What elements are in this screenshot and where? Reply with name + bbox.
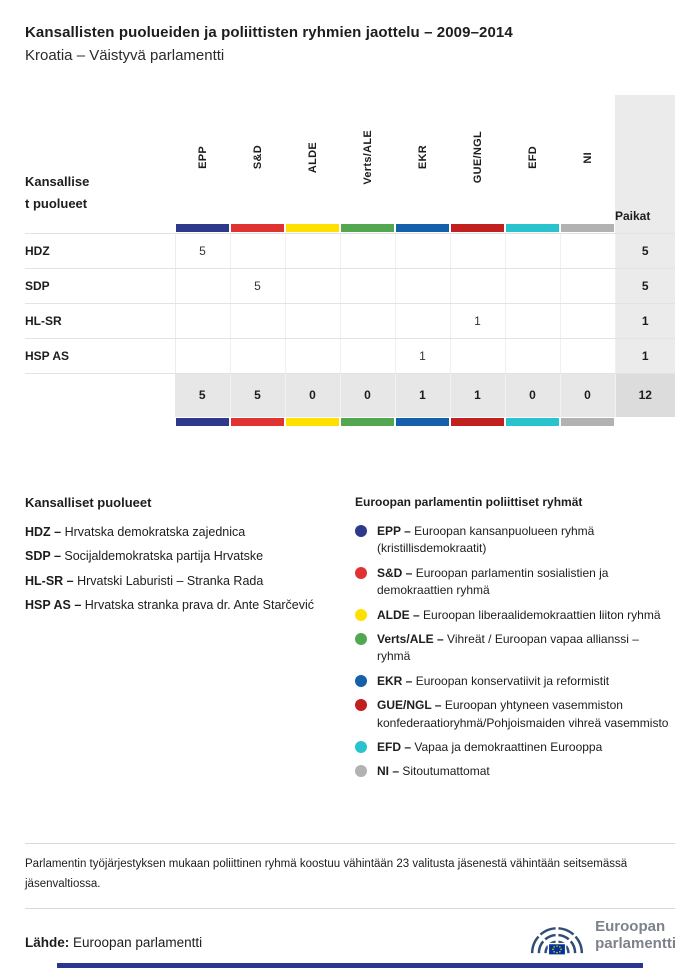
value-cell [340,303,395,338]
value-cell [395,303,450,338]
party-abbr: HSP AS – [25,597,82,612]
value-cell [340,233,395,268]
group-color-bar [506,418,559,426]
party-name-cell: HL-SR [25,303,175,338]
group-abbr: S&D – [377,565,413,580]
source-label: Lähde: [25,935,70,950]
group-full-name: Vapaa ja demokraattinen Eurooppa [414,739,603,754]
value-cell [450,233,505,268]
party-full-name: Hrvatski Laburisti – Stranka Rada [77,573,264,588]
value-cell: 5 [230,268,285,303]
value-cell: 5 [175,233,230,268]
group-full-name: Sitoutumattomat [402,764,490,779]
group-full-name: Vihreät / Euroopan vapaa allianssi – ryhmä [377,631,639,664]
legend-heading-groups: Euroopan parlamentin poliittiset ryhmät [355,495,583,509]
value-cell [285,303,340,338]
total-cell: 0 [505,373,560,417]
group-legend-item [355,739,675,756]
group-color-dot [355,741,367,753]
party-name-cell: HSP AS [25,338,175,373]
value-cell [505,233,560,268]
value-cell: 1 [395,338,450,373]
group-color-bar [231,418,284,426]
totals-row [25,373,675,417]
political-groups-legend [355,495,675,788]
value-cell [230,303,285,338]
group-legend-item [355,523,675,558]
total-cell: 0 [285,373,340,417]
group-legend-item [355,697,675,732]
spacer-cell [25,373,175,417]
group-color-bar-row [25,223,675,233]
party-name-cell: SDP [25,268,175,303]
value-cell [285,338,340,373]
party-abbr: HDZ – [25,525,62,539]
legend-heading-parties: Kansalliset puolueet [25,495,152,510]
ep-logo-line1: Euroopan [595,917,666,935]
value-cell [450,268,505,303]
group-label-alde: ALDE [306,141,319,174]
group-label-ekr: EKR [416,145,429,170]
group-abbr: ALDE – [377,607,420,622]
ep-hemicycle-icon [528,914,586,956]
value-cell [395,233,450,268]
group-abbr: GUE/NGL – [377,698,442,713]
party-abbr: HL-SR – [25,573,74,588]
group-full-name: Euroopan parlamentin sosialistien ja demokraattien ryhmä [377,565,609,598]
group-column-header [340,95,395,223]
value-cell [450,338,505,373]
value-cell [230,338,285,373]
value-cell [395,268,450,303]
group-color-bar [396,418,449,426]
party-legend-item [25,597,335,613]
row-header-label: Kansalliset puolueet [25,174,90,211]
party-legend-item [25,573,335,589]
bottom-accent-bar [57,963,643,968]
group-color-dot [355,765,367,777]
value-cell [175,338,230,373]
group-color-bar [286,418,339,426]
table-row [25,303,675,338]
party-name-cell: HDZ [25,233,175,268]
group-color-bar [176,418,229,426]
group-label-verts-ale: Verts/ALE [361,130,374,185]
group-color-bar [286,224,339,232]
group-color-bar [561,418,614,426]
group-color-bar [231,224,284,232]
group-abbr: NI – [377,764,400,779]
group-label-gue-ngl: GUE/NGL [471,131,484,184]
group-column-header [230,95,285,223]
group-color-bar [341,224,394,232]
group-column-header [395,95,450,223]
group-column-header [285,95,340,223]
value-cell: 1 [450,303,505,338]
group-color-dot [355,699,367,711]
value-cell [285,233,340,268]
total-cell: 1 [450,373,505,417]
value-cell [505,268,560,303]
value-cell [560,268,615,303]
group-legend-item [355,763,675,780]
table-row [25,268,675,303]
party-full-name: Hrvatska stranka prava dr. Ante Starčević [84,597,315,612]
spacer-cell [25,223,175,233]
table-header-row [25,95,675,223]
group-color-dot [355,675,367,687]
group-column-header [560,95,615,223]
value-cell [505,338,560,373]
seats-cell: 5 [615,233,675,268]
value-cell [340,268,395,303]
spacer-cell [615,223,675,233]
group-abbr: EKR – [377,673,413,688]
group-label-sd: S&D [251,145,264,170]
value-cell [340,338,395,373]
value-cell [230,233,285,268]
source-value: Euroopan parlamentti [73,935,203,950]
seats-column-header: Paikat [615,95,675,223]
group-column-header [450,95,505,223]
spacer-cell [615,417,675,427]
party-full-name: Hrvatska demokratska zajednica [64,525,246,539]
group-label-epp: EPP [196,146,209,169]
group-full-name: Euroopan liberaalidemokraattien liiton ryhmä [423,607,661,622]
page-title: Kansallisten puolueiden ja poliittisten ryhmien jaottelu – 2009–2014 [25,24,513,41]
total-cell: 0 [340,373,395,417]
group-color-bar [561,224,614,232]
total-cell: 0 [560,373,615,417]
group-color-dot [355,633,367,645]
ep-logo [528,914,676,956]
seats-cell: 1 [615,338,675,373]
group-color-bar [176,224,229,232]
group-color-dot [355,525,367,537]
seats-cell: 1 [615,303,675,338]
group-color-dot [355,609,367,621]
table-row [25,338,675,373]
seats-cell: 5 [615,268,675,303]
party-legend-item [25,524,335,540]
total-cell: 5 [175,373,230,417]
group-full-name: Euroopan yhtyneen vasemmiston konfederaatioryhmä/Pohjoismaiden vihreä vasemmisto [377,698,669,730]
value-cell [285,268,340,303]
source-line [25,935,202,950]
group-legend-item [355,631,675,666]
group-color-bar [396,224,449,232]
group-abbr: EFD – [377,739,412,754]
party-abbr: SDP – [25,549,61,564]
spacer-cell [25,417,175,427]
national-parties-legend [25,495,355,788]
row-header-cell [25,95,175,223]
group-color-bar [506,224,559,232]
group-color-dot [355,567,367,579]
value-cell [560,233,615,268]
group-color-bar [341,418,394,426]
value-cell [560,338,615,373]
distribution-table [25,95,675,427]
page-subtitle: Kroatia – Väistyvä parlamentti [25,47,225,64]
group-column-header [505,95,560,223]
footnote: Parlamentin työjärjestyksen mukaan poliittinen ryhmä koostuu vähintään 23 valitusta jäsenestä vähintään seitsemässä jäsenvaltiossa. [25,843,675,909]
total-cell: 1 [395,373,450,417]
value-cell [560,303,615,338]
group-label-efd: EFD [526,146,539,169]
group-legend-item [355,673,675,690]
group-column-header [175,95,230,223]
ep-logo-text [595,918,676,953]
group-label-ni: NI [581,151,594,164]
group-legend-item [355,565,675,600]
table-row [25,233,675,268]
party-full-name: Socijaldemokratska partija Hrvatske [64,549,264,564]
total-seats-cell: 12 [615,373,675,417]
legend-section [0,495,700,788]
group-color-bar-row-bottom [25,417,675,427]
total-cell: 5 [230,373,285,417]
group-legend-item [355,607,675,624]
value-cell [175,268,230,303]
value-cell [175,303,230,338]
value-cell [505,303,560,338]
group-color-bar [451,224,504,232]
group-abbr: EPP – [377,524,411,538]
ep-logo-line2: parlamentti [595,935,676,952]
group-abbr: Verts/ALE – [377,631,444,646]
group-full-name: Euroopan konservatiivit ja reformistit [415,673,610,688]
group-color-bar [451,418,504,426]
party-legend-item [25,548,335,564]
group-full-name: Euroopan kansanpuolueen ryhmä (kristillisdemokraatit) [377,524,595,556]
